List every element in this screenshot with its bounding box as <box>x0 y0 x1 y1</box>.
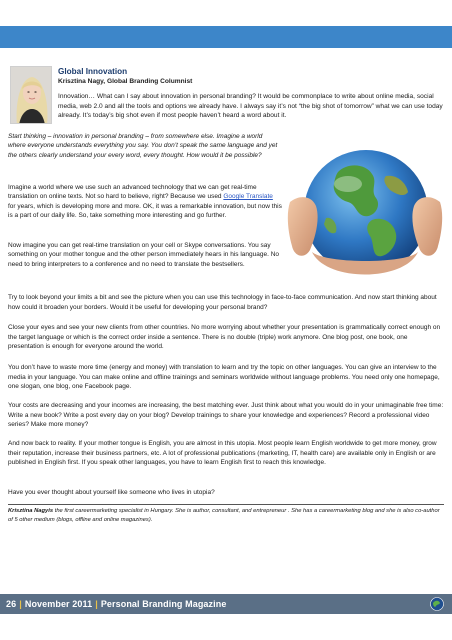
paragraph-imagine <box>8 183 282 221</box>
footer-separator-2: | <box>95 599 98 609</box>
paragraph-waste-time: You don’t have to waste more time (energy and money) with translation to learn and try the topic on other languages. You can give an interview to the media in your language. You can make online and offline trainings and seminars worldwide without language problems. You need only one homepage, one slogan, one blog, one Facebook page. <box>8 364 440 391</box>
bio-name: Krisztina Nagyis <box>8 508 54 514</box>
footer-bar <box>0 594 452 614</box>
author-byline: Krisztina Nagy, Global Branding Columnist <box>58 78 193 85</box>
paragraph-look-beyond: Try to look beyond your limits a bit and see the picture when you can use this technology in face-to-face communication. And now start thinking about how could it broaden your borders. Would it be useful for developing your personal brand? <box>8 294 437 311</box>
footer-magazine-name: Personal Branding Magazine <box>100 599 227 609</box>
author-photo <box>10 66 52 124</box>
paragraph-imagine-text-1: Imagine a world where we use such an advanced technology that we can get real-time translation on online texts. Not so hard to believe, right? Because we used <box>8 184 257 201</box>
author-bio <box>8 507 444 525</box>
paragraph-imagine-text-2: for years, which is developing more and more. OK, it was a remarkable innovation, but now this is a part of our daily life. So, take something more interesting and go further. <box>8 202 282 220</box>
intro-paragraph: Innovation… What can I say about innovation in personal branding? It would be commonplace to write about online media, social media, web 2.0 and all the tools and options we already have. I always say it’s not “the big shot of tomorrow” what we can use today already. It’s today’s big shot even if most people haven’t heard a word about it. <box>58 93 443 120</box>
page-number: 26 <box>6 599 17 609</box>
bio-text: the first careermarketing specialist in Hungary. She is author, consultant, and entrepreneur . She has a careermarketing blog and she is also co-author of 5 other medium (blogs, offline and online magazines). <box>8 508 440 523</box>
footer-issue: November 2011 <box>24 599 93 609</box>
magazine-logo-icon <box>430 597 444 611</box>
globe-in-hands-image <box>286 132 444 292</box>
paragraph-reality: And now back to reality. If your mother tongue is English, you are almost in this utopia. Most people learn English worldwide to get more money, grow their reputation, increase their business partners, etc. A lot of professional publications (marketing, IT, health care) are available only in English or are published in English first. If you speak other languages, you have to learn English first to reach this knowledge. <box>8 440 437 467</box>
paragraph-costs: Your costs are decreasing and your incomes are increasing, the best matching ever. Just think about what you would do in your unimaginable free time: Write a new book? Write a post every day on your blog? Develop trainings to share your knowledge and experiences? Record a professional video series? Make more money? <box>8 402 444 429</box>
article-header <box>58 67 444 121</box>
article-title: Global Innovation <box>58 67 128 76</box>
google-translate-link[interactable]: Google Translate <box>223 193 273 201</box>
paragraph-skype: Now imagine you can get real-time translation on your cell or Skype conversations. You say something on your mother tongue and the other person immediately hears in his language. No need to bring interpreters to a conference and no need to translate the bestsellers. <box>8 242 279 268</box>
header-color-band <box>0 26 452 48</box>
footer-separator: | <box>19 599 22 609</box>
bio-divider <box>8 504 444 505</box>
paragraph-close-eyes: Close your eyes and see your new clients from other countries. No more worrying about whether your presentation is grammatically correct enough on the target language or which is the correct order inside a sentence. There is no double (triple) work anymore. One blog post, one book, one presentation is enough for everyone around the world. <box>8 324 441 351</box>
paragraph-utopia: Have you ever thought about yourself like someone who lives in utopia? <box>8 489 215 496</box>
lead-paragraph: Start thinking – innovation in personal branding – from somewhere else. Imagine a world where everyone understands everything you say. You don’t speak the same language and yet the others clearly understand your every word, every thought. How would it be possible? <box>8 133 278 159</box>
